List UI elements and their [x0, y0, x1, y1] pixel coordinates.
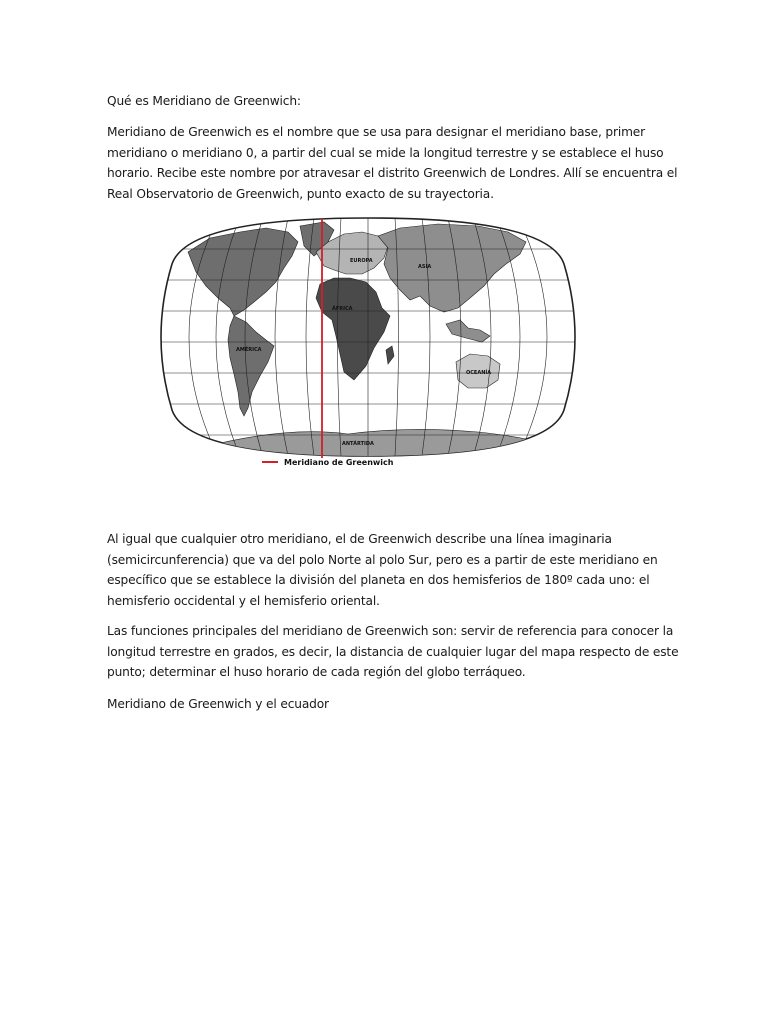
- page-title: Qué es Meridiano de Greenwich:: [107, 94, 301, 108]
- paragraph-line: hemisferio occidental y el hemisferio oriental.: [107, 593, 380, 608]
- section-subheading: Meridiano de Greenwich y el ecuador: [107, 697, 329, 711]
- paragraph-line: Las funciones principales del meridiano de Greenwich son: servir de referencia para conocer la: [107, 624, 674, 638]
- paragraph-line: punto; determinar el huso horario de cada región del globo terráqueo.: [107, 665, 526, 679]
- paragraph-line: longitud terrestre en grados, es decir, la distancia de cualquier lugar del mapa respecto de este: [107, 644, 679, 659]
- paragraph-line: Al igual que cualquier otro meridiano, el de Greenwich describe una línea imaginaria: [107, 532, 612, 546]
- paragraph-hemispheres: [107, 529, 667, 611]
- paragraph-line: (semicircunferencia) que va del polo Norte al polo Sur, pero es a partir de este meridiano en: [107, 552, 658, 567]
- label-antartida: ANTÁRTIDA: [342, 441, 374, 447]
- paragraph-line: meridiano o meridiano 0, a partir del cual se mide la longitud terrestre y se establece el huso: [107, 145, 664, 160]
- world-map: [148, 212, 588, 474]
- paragraph-line: Real Observatorio de Greenwich, punto exacto de su trayectoria.: [107, 186, 494, 201]
- paragraph-functions: [107, 621, 679, 683]
- paragraph-line: específico que se establece la división del planeta en dos hemisferios de 180º cada uno: el: [107, 573, 650, 587]
- label-oceania: OCEANÍA: [466, 370, 492, 376]
- world-map-figure: [148, 212, 588, 474]
- legend-label: Meridiano de Greenwich: [284, 458, 394, 467]
- label-asia: ASIA: [418, 264, 432, 270]
- paragraph-line: horario. Recibe este nombre por atravesar el distrito Greenwich de Londres. Allí se encuentra el: [107, 166, 678, 180]
- paragraph-definition: [107, 122, 678, 204]
- label-africa: ÁFRICA: [332, 306, 353, 312]
- label-america: AMÉRICA: [236, 347, 262, 353]
- label-europa: EUROPA: [350, 258, 373, 264]
- paragraph-line: Meridiano de Greenwich es el nombre que se usa para designar el meridiano base, primer: [107, 125, 646, 139]
